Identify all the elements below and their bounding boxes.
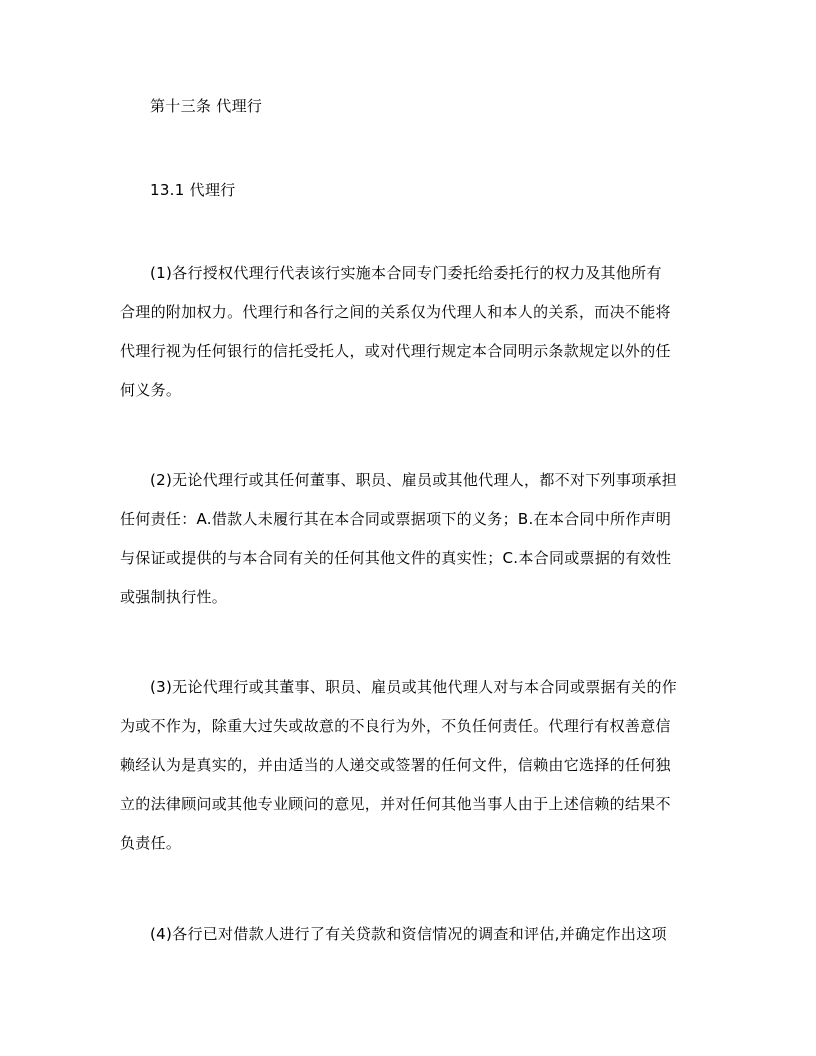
paragraph-1-line-2: 合理的附加权力。代理行和各行之间的关系仅为代理人和本人的关系，而决不能将: [120, 303, 671, 321]
article-heading: 第十三条 代理行: [150, 97, 263, 115]
paragraph-2-line-2: 任何责任：A.借款人未履行其在本合同或票据项下的义务；B.在本合同中所作声明: [120, 510, 672, 528]
paragraph-2-line-4: 或强制执行性。: [120, 588, 228, 606]
paragraph-1-line-1: (1)各行授权代理行代表该行实施本合同专门委托给委托行的权力及其他所有: [150, 264, 662, 282]
paragraph-3-line-2: 为或不作为，除重大过失或故意的不良行为外，不负任何责任。代理行有权善意信: [120, 717, 671, 735]
section-heading: 13.1 代理行: [150, 181, 236, 199]
paragraph-2-line-3: 与保证或提供的与本合同有关的任何其他文件的真实性；C.本合同或票据的有效性: [120, 549, 672, 567]
paragraph-3-line-4: 立的法律顾问或其他专业顾问的意见，并对任何其他当事人由于上述信赖的结果不: [120, 795, 671, 813]
paragraph-4-line-1: (4)各行已对借款人进行了有关贷款和资信情况的调查和评估,并确定作出这项: [150, 925, 667, 943]
paragraph-1-line-3: 代理行视为任何银行的信托受托人，或对代理行规定本合同明示条款规定以外的任: [120, 342, 671, 360]
paragraph-3-line-5: 负责任。: [120, 834, 182, 852]
paragraph-3-line-1: (3)无论代理行或其董事、职员、雇员或其他代理人对与本合同或票据有关的作: [150, 678, 678, 696]
paragraph-2-line-1: (2)无论代理行或其任何董事、职员、雇员或其他代理人，都不对下列事项承担: [150, 471, 678, 489]
paragraph-3-line-3: 赖经认为是真实的，并由适当的人递交或签署的任何文件，信赖由它选择的任何独: [120, 756, 671, 774]
paragraph-1-line-4: 何义务。: [120, 381, 182, 399]
